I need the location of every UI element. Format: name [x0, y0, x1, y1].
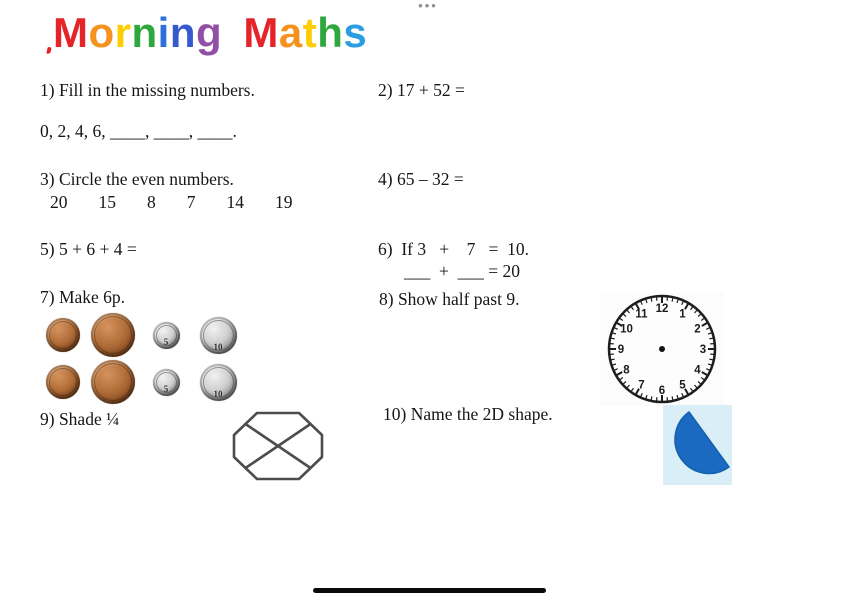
semicircle-path: [675, 412, 729, 473]
question-1-sequence: 0, 2, 4, 6, ____, ____, ____.: [40, 121, 237, 141]
svg-text:2: 2: [694, 323, 701, 336]
question-5: 5) 5 + 6 + 4 =: [40, 239, 137, 259]
svg-text:3: 3: [699, 344, 707, 356]
even-number-item: 20: [50, 192, 68, 212]
title-letter: i: [157, 9, 170, 56]
coin-value-label: 10: [213, 388, 223, 399]
question-4: 4) 65 – 32 =: [378, 169, 464, 189]
ellipsis-menu-icon[interactable]: •••: [418, 0, 438, 13]
svg-text:12: 12: [655, 303, 669, 315]
title-letter: [222, 9, 243, 56]
even-numbers-row: [50, 191, 293, 213]
svg-text:8: 8: [623, 364, 630, 377]
even-number-item: 14: [226, 192, 244, 212]
title-letter: t: [302, 9, 318, 56]
title-letter: r: [114, 9, 132, 56]
title-letter: g: [196, 9, 223, 56]
question-2: 2) 17 + 52 =: [378, 80, 465, 100]
question-10: 10) Name the 2D shape.: [383, 404, 553, 424]
coin-ten-pence: [200, 317, 237, 354]
title-letter: o: [88, 9, 115, 56]
title-letter: M: [53, 9, 89, 56]
title-letter: n: [169, 9, 196, 56]
worksheet-title: [53, 10, 367, 56]
title-letter: h: [317, 9, 344, 56]
coin-value-label: 5: [163, 383, 169, 394]
coin-value-label: 10: [213, 341, 223, 352]
coin-one-penny: [46, 365, 80, 399]
even-number-item: 8: [147, 192, 156, 212]
svg-text:6: 6: [658, 385, 666, 397]
svg-text:10: 10: [620, 323, 633, 336]
octagon-svg: [232, 411, 324, 481]
question-6-line2: ___ + ___ = 20: [404, 261, 520, 281]
title-accent-mark: [46, 47, 51, 55]
svg-text:11: 11: [635, 308, 648, 321]
title-letter: M: [243, 9, 279, 56]
coin-five-pence: [153, 369, 180, 396]
octagon-outline-group: [234, 413, 322, 479]
svg-text:5: 5: [679, 379, 686, 392]
even-number-item: 15: [98, 192, 116, 212]
svg-text:4: 4: [694, 364, 701, 377]
title-letter: s: [343, 9, 368, 56]
coins-image: [40, 314, 260, 406]
svg-text:7: 7: [638, 379, 645, 392]
question-7: 7) Make 6p.: [40, 287, 126, 307]
coin-value-label: 5: [163, 336, 169, 347]
question-1: 1) Fill in the missing numbers.: [40, 80, 255, 100]
even-number-item: 19: [275, 192, 293, 212]
clock-face-svg: [600, 292, 724, 406]
question-8: 8) Show half past 9.: [379, 289, 520, 309]
coin-one-penny: [46, 318, 80, 352]
semicircle-svg: [663, 405, 732, 485]
clock-center-dot: [659, 346, 665, 352]
coin-two-pence: [91, 360, 135, 404]
coin-ten-pence: [200, 364, 237, 401]
semicircle-image: [663, 405, 732, 485]
clock-image: [600, 292, 724, 406]
svg-text:1: 1: [679, 308, 686, 321]
home-indicator[interactable]: [313, 588, 546, 593]
even-number-item: 7: [186, 192, 196, 212]
question-6-line1: 6) If 3 + 7 = 10.: [378, 239, 529, 259]
coin-five-pence: [153, 322, 180, 349]
title-letter: n: [131, 9, 158, 56]
title-letter: a: [278, 9, 303, 56]
coin-two-pence: [91, 313, 135, 357]
svg-text:9: 9: [617, 344, 625, 356]
question-9: 9) Shade ¼: [40, 409, 120, 429]
octagon-shape: [232, 411, 324, 481]
question-3: 3) Circle the even numbers.: [40, 169, 234, 189]
